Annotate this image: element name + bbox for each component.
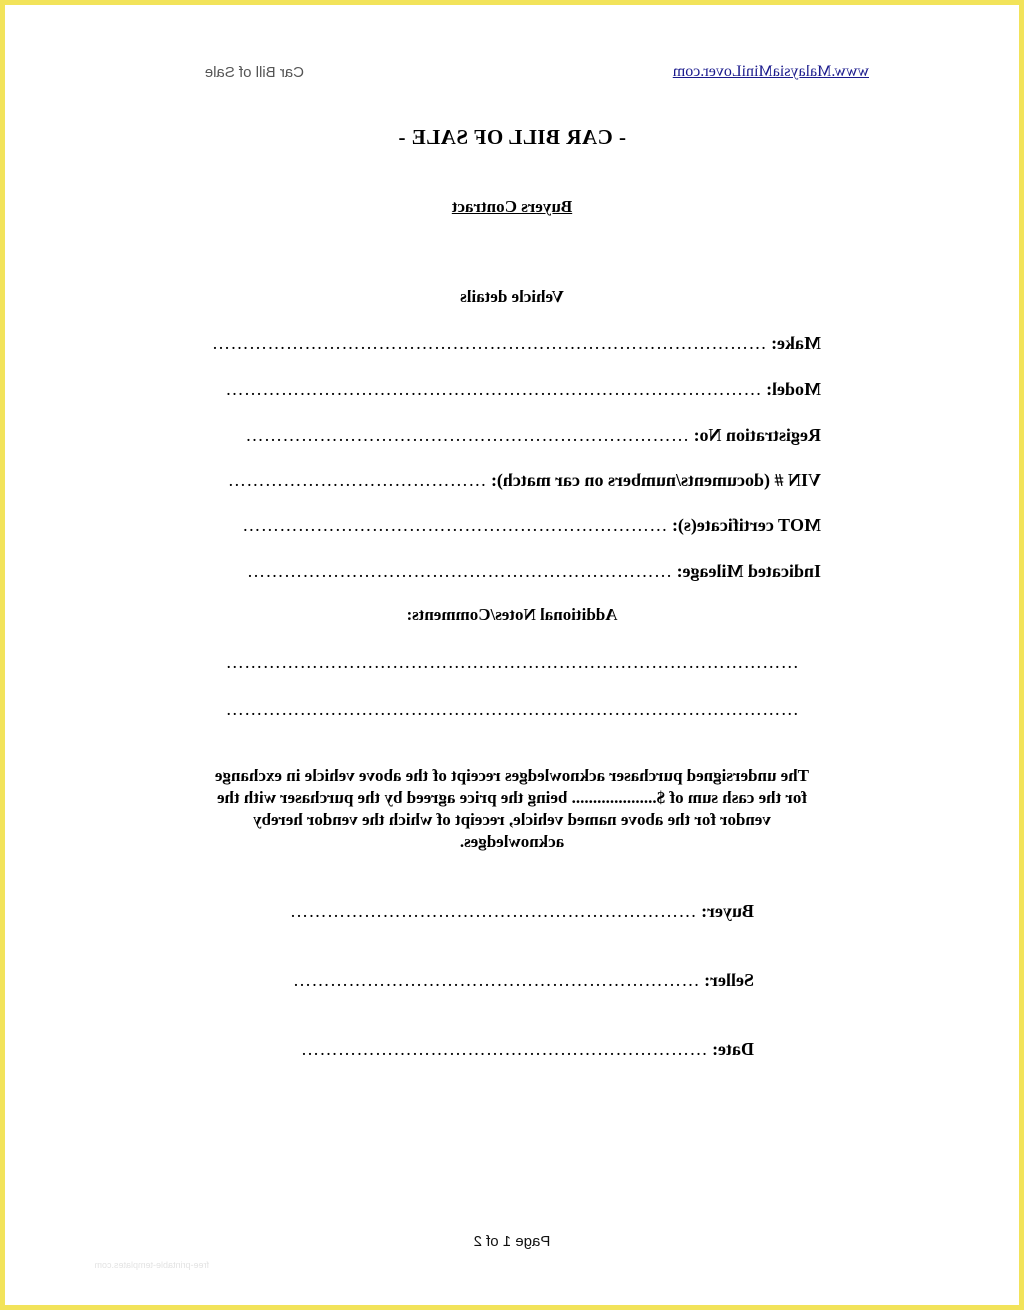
make-field[interactable] <box>212 333 821 354</box>
vin-field[interactable] <box>227 470 821 491</box>
page-number: Page 1 of 2 <box>473 1233 551 1250</box>
registration-dots: ……………………………………………………………… <box>245 425 690 445</box>
mot-field[interactable] <box>242 515 821 536</box>
make-dots: ……………………………………………………………………………… <box>211 333 767 353</box>
acknowledgement-paragraph <box>5 765 1019 853</box>
ack-line-4: acknowledges. <box>459 832 565 851</box>
watermark: free-printable-templates.com <box>94 1260 209 1270</box>
date-field[interactable] <box>301 1039 754 1060</box>
mileage-dots: …………………………………………………………… <box>246 561 673 581</box>
registration-field[interactable] <box>245 425 821 446</box>
registration-label: Registration No: <box>693 425 821 445</box>
notes-line-1[interactable]: ………………………………………………………………………………… <box>225 652 799 672</box>
ack-line-3: vendor for the above named vehicle, receipt of which the vendor hereby <box>253 810 771 829</box>
buyer-label: Buyer: <box>701 901 754 921</box>
ack-line-2: for the cash sum of $.................... being the price agreed by the purchaser with the <box>217 788 807 807</box>
mot-dots: …………………………………………………………… <box>241 515 668 535</box>
mileage-field[interactable] <box>247 561 821 582</box>
document-page <box>5 5 1019 1305</box>
document-title: - CAR BILL OF SALE - <box>398 125 627 149</box>
ack-line-1: The undersigned purchaser acknowledges receipt of the above vehicle in exchange <box>214 766 810 785</box>
vin-label: VIN # (documents/numbers on car match): <box>490 470 821 490</box>
seller-dots: ………………………………………………………… <box>292 970 700 990</box>
model-field[interactable] <box>225 379 821 400</box>
vehicle-details-heading: Vehicle details <box>460 287 564 306</box>
mot-label: MOT certificate(s): <box>671 515 821 535</box>
model-label: Model: <box>766 379 821 399</box>
date-dots: ………………………………………………………… <box>300 1039 708 1059</box>
notes-heading: Additional Notes/Comments: <box>406 605 618 624</box>
header-doc-title: Car Bill of Sale <box>204 64 304 81</box>
seller-signature-field[interactable] <box>293 970 754 991</box>
seller-label: Seller: <box>704 970 754 990</box>
date-label: Date: <box>712 1039 754 1059</box>
mileage-label: Indicated Mileage: <box>676 561 821 581</box>
notes-line-2[interactable]: ………………………………………………………………………………… <box>225 699 799 719</box>
model-dots: …………………………………………………………………………… <box>225 379 762 399</box>
make-label: Make: <box>771 333 821 353</box>
document-subtitle: Buyers Contract <box>451 197 573 216</box>
buyer-dots: ………………………………………………………… <box>289 901 697 921</box>
buyer-signature-field[interactable] <box>290 901 755 922</box>
website-link[interactable]: www.MalaysiaMiniLover.com <box>672 63 869 80</box>
vin-dots: …………………………………… <box>227 470 487 490</box>
